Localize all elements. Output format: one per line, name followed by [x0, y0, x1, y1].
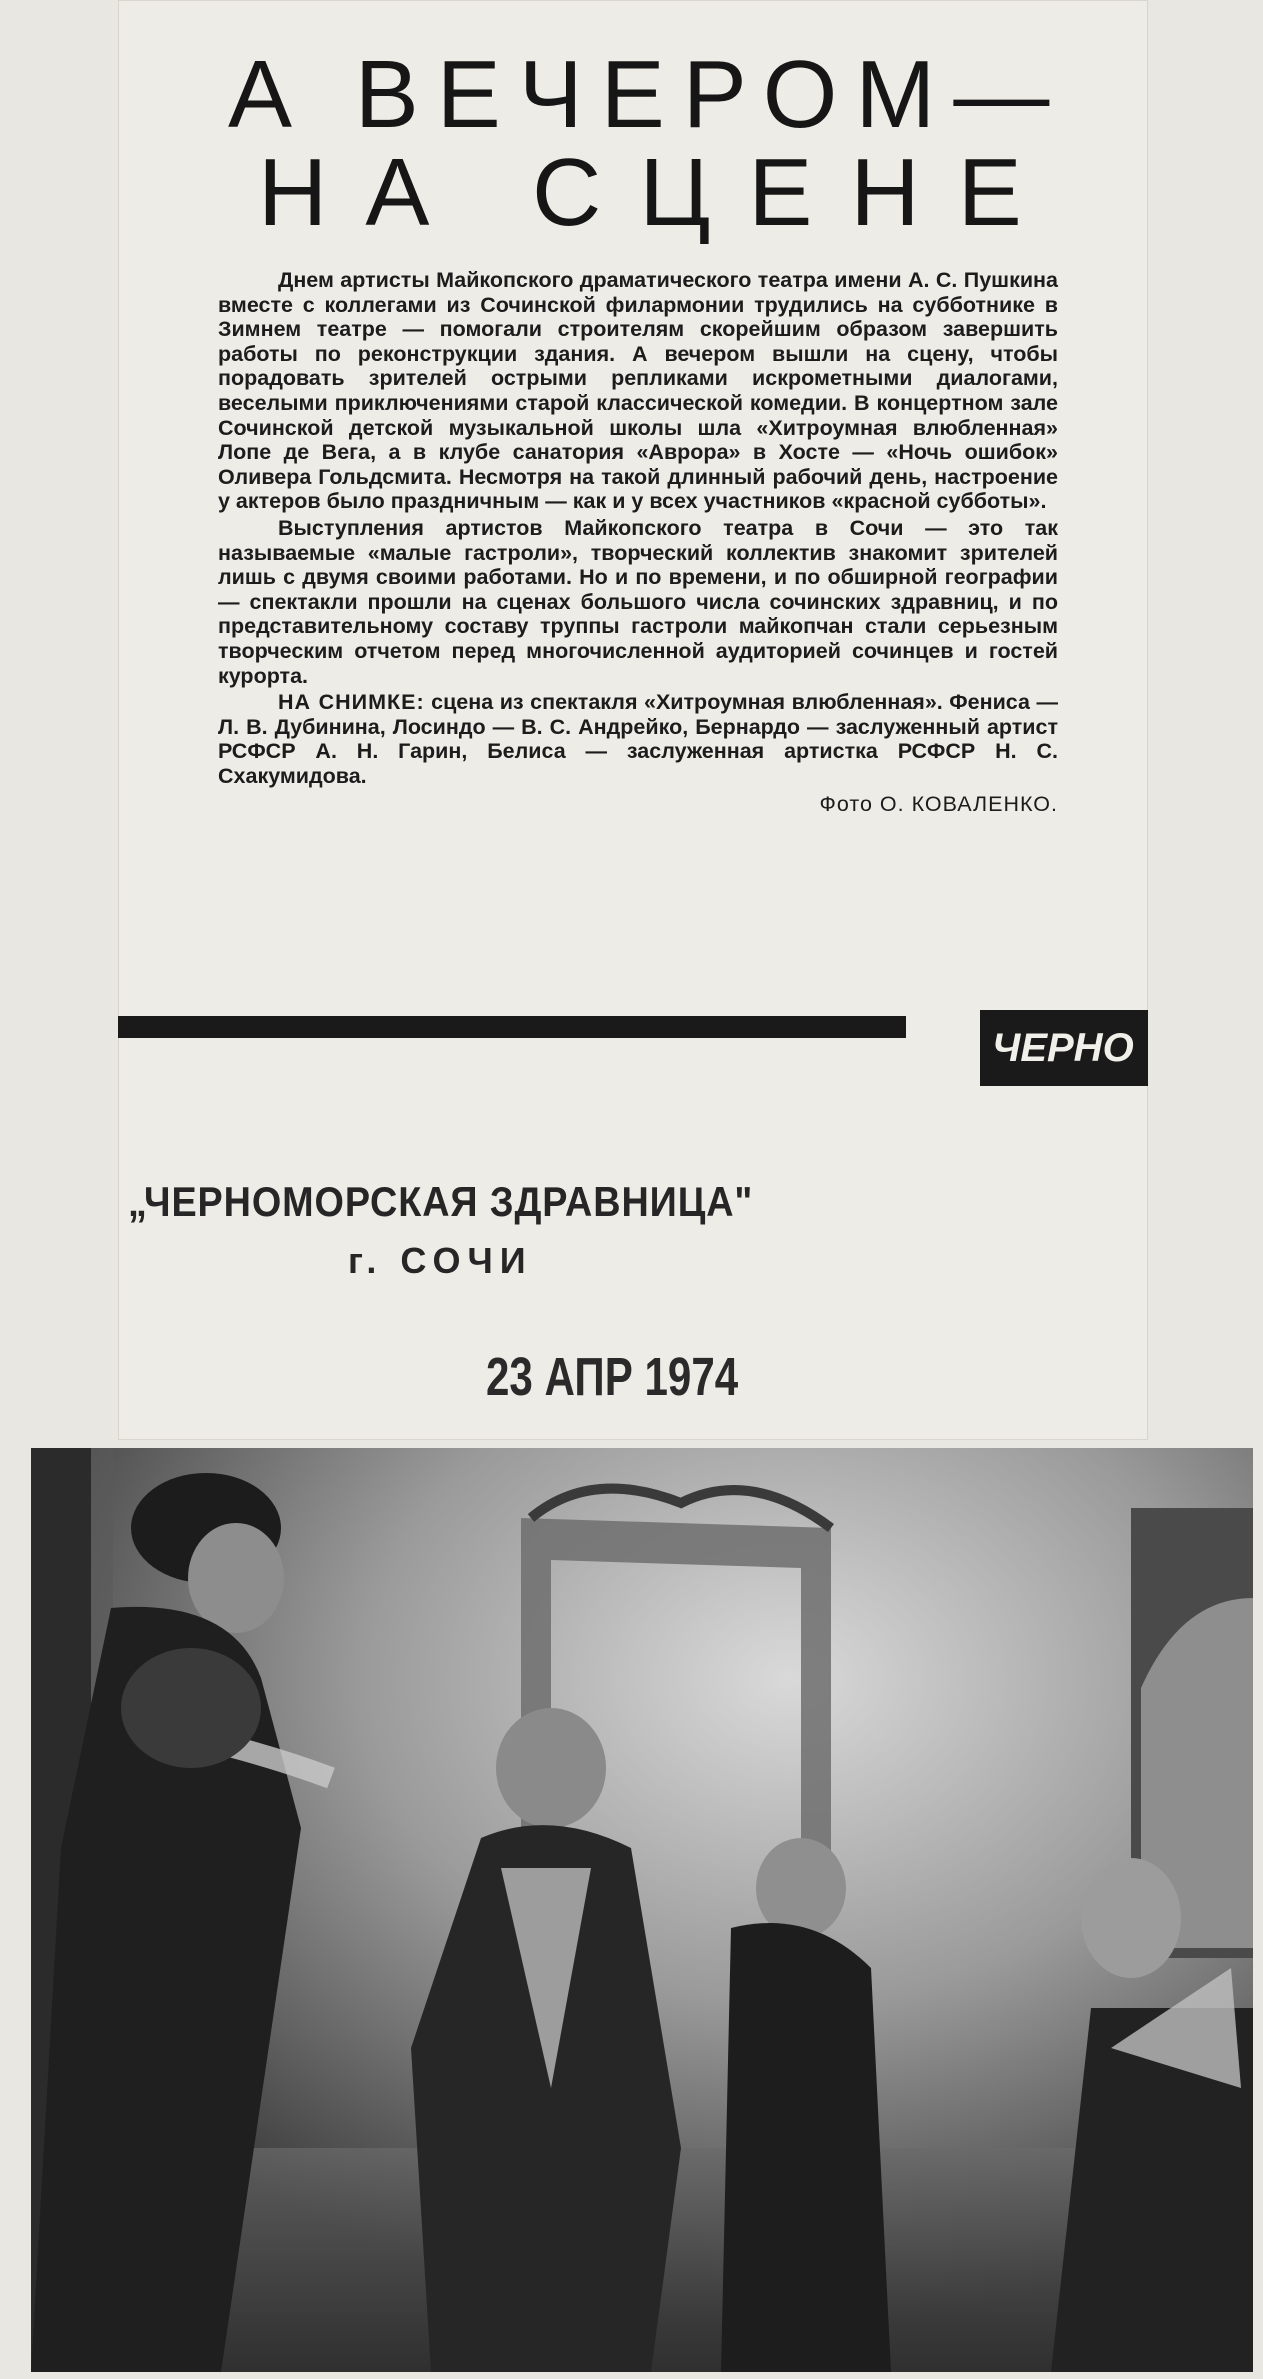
stage-photo: [31, 1448, 1253, 2372]
caption-text: сцена из спектакля «Хитроумная влюбленная». Фениса — Л. В. Дубинина, Лосиндо — В. С. Андрейко, Бернардо — заслуженный артист РСФСР А. Н. Гарин, Белиса — заслуженная артистка РСФСР Н. С. Схакумидова.: [218, 690, 1058, 788]
photo-credit: Фото О. КОВАЛЕНКО.: [819, 792, 1058, 817]
photo-caption: [218, 690, 1058, 788]
article-paragraph-1: Днем артисты Майкопского драматического театра имени А. С. Пушкина вместе с коллегами из Сочинской филармонии трудились на субботнике в Зимнем театре — помогали строителям скорейшим образом завершить работы по реконструкции здания. А вечером вышли на сцену, чтобы порадовать зрителей острыми репликами искрометными диалогами, веселыми приключениями старой классической комедии. В концертном зале Сочинской детской музыкальной школы шла «Хитроумная влюбленная» Лопе де Вега, а в клубе санатория «Аврора» в Хосте — «Ночь ошибок» Оливера Гольдсмита. Несмотря на такой длинный рабочий день, настроение у актеров было праздничным — как и у всех участников «красной субботы».: [218, 268, 1058, 514]
stamp-city: г. СОЧИ: [348, 1240, 533, 1281]
stamp-date: 23 АПР 1974: [486, 1347, 739, 1407]
article-body: [218, 268, 1058, 817]
headline-line-2: НА СЦЕНЕ: [258, 139, 1060, 246]
masthead-fragment: ЧЕРНО: [980, 1010, 1148, 1086]
article-paragraph-2: Выступления артистов Майкопского театра в Сочи — это так называемые «малые гастроли», творческий коллектив знакомит зрителей лишь с двумя своими работами. Но и по времени, и по обширной географии — спектакли прошли на сценах большого числа сочинских здравниц, и по представительному составу труппы гастроли майкопчан стали серьезным творческим отчетом перед многочисленной аудиторией сочинцев и гостей курорта.: [218, 515, 1058, 688]
newspaper-clipping: [118, 0, 1148, 1440]
caption-label: НА СНИМКЕ:: [278, 690, 425, 715]
stamp-newspaper-name: „ЧЕРНОМОРСКАЯ ЗДРАВНИЦА": [128, 1178, 754, 1225]
divider-rule: [118, 1016, 906, 1038]
headline-line-1: А ВЕЧЕРОМ—: [228, 41, 1068, 148]
stage-scene-image: [31, 1448, 1253, 2372]
